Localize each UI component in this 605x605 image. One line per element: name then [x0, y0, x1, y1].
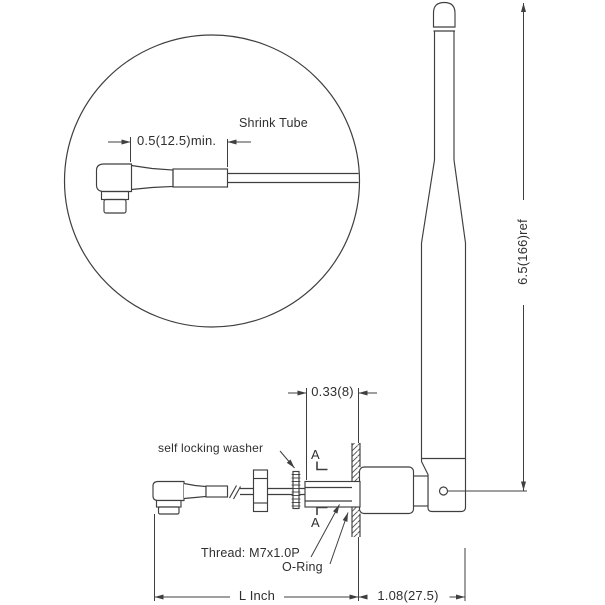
- cable-length-dimension: L Inch: [238, 587, 276, 603]
- hinge-pivot: [440, 487, 448, 495]
- threaded-tube: [305, 482, 360, 508]
- dimension-lines: [155, 3, 528, 601]
- thread-spec-label: Thread: M7x1.0P: [201, 546, 300, 560]
- lock-washer: [292, 472, 301, 509]
- section-marker-a-bottom: A: [311, 514, 320, 530]
- shrink-tube-label: Shrink Tube: [239, 116, 308, 130]
- detail-circle: [65, 35, 360, 327]
- hex-nut: [254, 470, 268, 512]
- base-length-dimension: 1.08(27.5): [377, 587, 439, 603]
- self-locking-washer-label: self locking washer: [158, 441, 264, 455]
- main-connector: [153, 482, 228, 515]
- section-marker-a-top: A: [311, 447, 320, 462]
- detail-min-length-dimension: 0.5(12.5)min.: [137, 133, 217, 148]
- antenna-outline: [422, 3, 466, 512]
- antenna-length-dimension: 6.5(166)ref: [514, 219, 530, 285]
- antenna-base: [360, 467, 429, 514]
- detail-connector: [97, 164, 359, 213]
- o-ring-label: O-Ring: [282, 560, 323, 574]
- thread-protrusion-dimension: 0.33(8): [311, 383, 354, 399]
